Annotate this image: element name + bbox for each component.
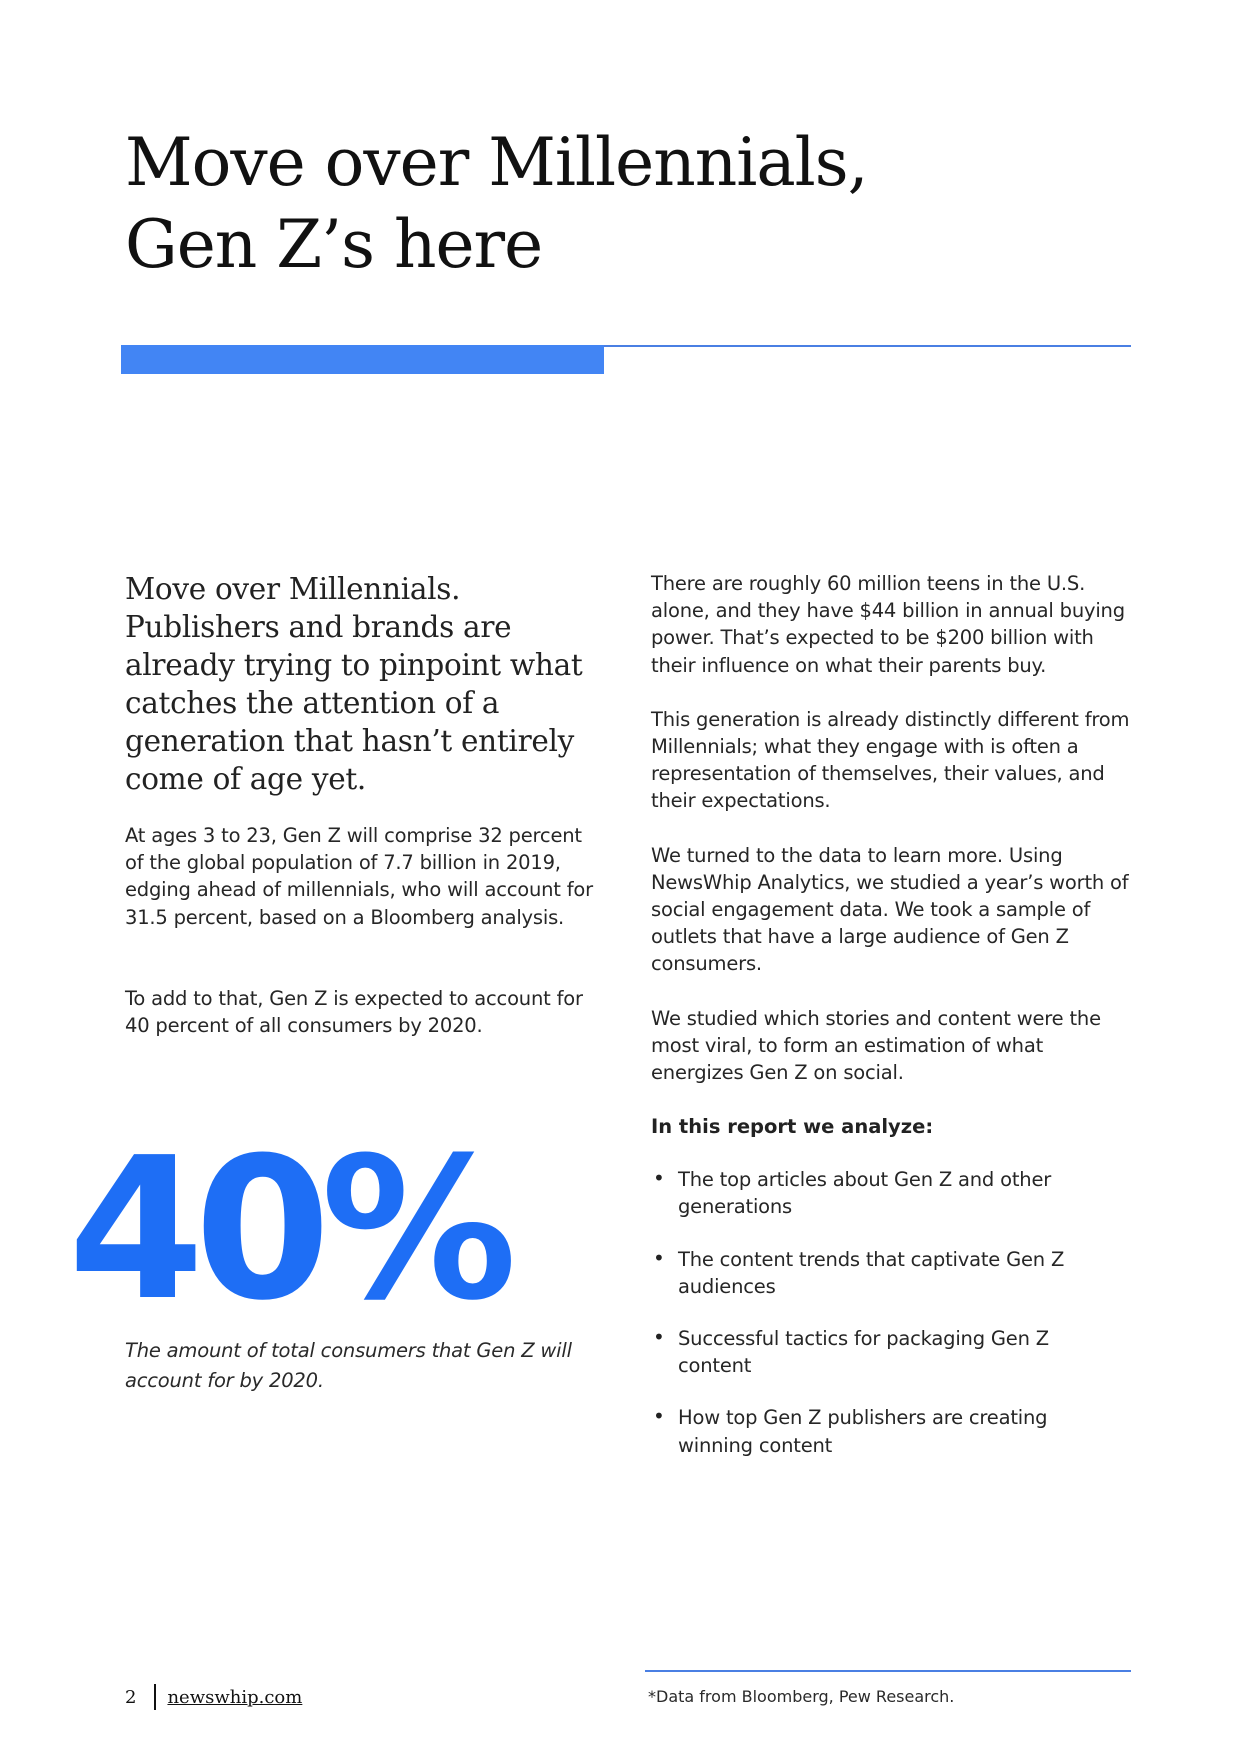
page-title (125, 122, 1025, 286)
list-item (651, 1404, 1098, 1458)
footer (125, 1683, 302, 1711)
list-item (651, 1325, 1098, 1379)
bullet-icon: • (653, 1245, 665, 1270)
footer-divider (154, 1684, 156, 1710)
right-paragraph-3: We turned to the data to learn more. Using NewsWhip Analytics, we studied a year’s worth of social engagement data. We took a sample of outlets that have a large audience of Gen Z consumers. (651, 843, 1129, 976)
right-column (651, 570, 1131, 1484)
list-item (651, 1166, 1098, 1220)
right-paragraph-1: There are roughly 60 million teens in the U.S. alone, and they have $44 billion in annual buying power. That’s expected to be $200 billion with their influence on what their parents buy. (651, 572, 1125, 677)
left-paragraph-2: To add to that, Gen Z is expected to account for 40 percent of all consumers by 2020. (125, 987, 583, 1038)
left-paragraph-1: At ages 3 to 23, Gen Z will comprise 32 percent of the global population of 7.7 billion in 2019, edging ahead of millennials, who will account for 31.5 percent, based on a Bloomberg analysis. (125, 824, 593, 929)
bullet-icon: • (653, 1325, 665, 1350)
bullet-icon: • (653, 1404, 665, 1429)
footnote: *Data from Bloomberg, Pew Research. (648, 1687, 955, 1706)
list-item-text: The content trends that captivate Gen Z audiences (678, 1247, 1065, 1298)
stat-caption: The amount of total consumers that Gen Z will account for by 2020. (125, 1339, 572, 1392)
bullet-icon: • (653, 1166, 665, 1191)
site-link[interactable]: newswhip.com (167, 1686, 303, 1708)
report-list (651, 1166, 1131, 1459)
list-item-text: How top Gen Z publishers are creating winning content (678, 1406, 1048, 1457)
title-accent-bar (121, 345, 604, 374)
right-paragraph-2: This generation is already distinctly different from Millennials; what they engage with is often a representation of themselves, their values, and their expectations. (651, 707, 1130, 813)
page-number: 2 (125, 1686, 137, 1708)
footnote-divider-line (645, 1670, 1131, 1672)
title-divider-line (604, 345, 1131, 347)
report-heading: In this report we analyze: (651, 1115, 934, 1139)
stat-value: 40% (68, 1116, 508, 1344)
lead-paragraph: Move over Millennials. Publishers and brands are already trying to pinpoint what catches the attention of a generation that hasn’t entirely come of age yet. (125, 572, 583, 796)
list-item (651, 1246, 1098, 1300)
list-item-text: Successful tactics for packaging Gen Z content (678, 1327, 1049, 1378)
page-title-line-2: Gen Z’s here (125, 206, 543, 283)
right-paragraph-4: We studied which stories and content were the most viral, to form an estimation of what energizes Gen Z on social. (651, 1006, 1101, 1085)
list-item-text: The top articles about Gen Z and other generations (678, 1168, 1052, 1219)
page-title-line-1: Move over Millennials, (125, 124, 868, 201)
